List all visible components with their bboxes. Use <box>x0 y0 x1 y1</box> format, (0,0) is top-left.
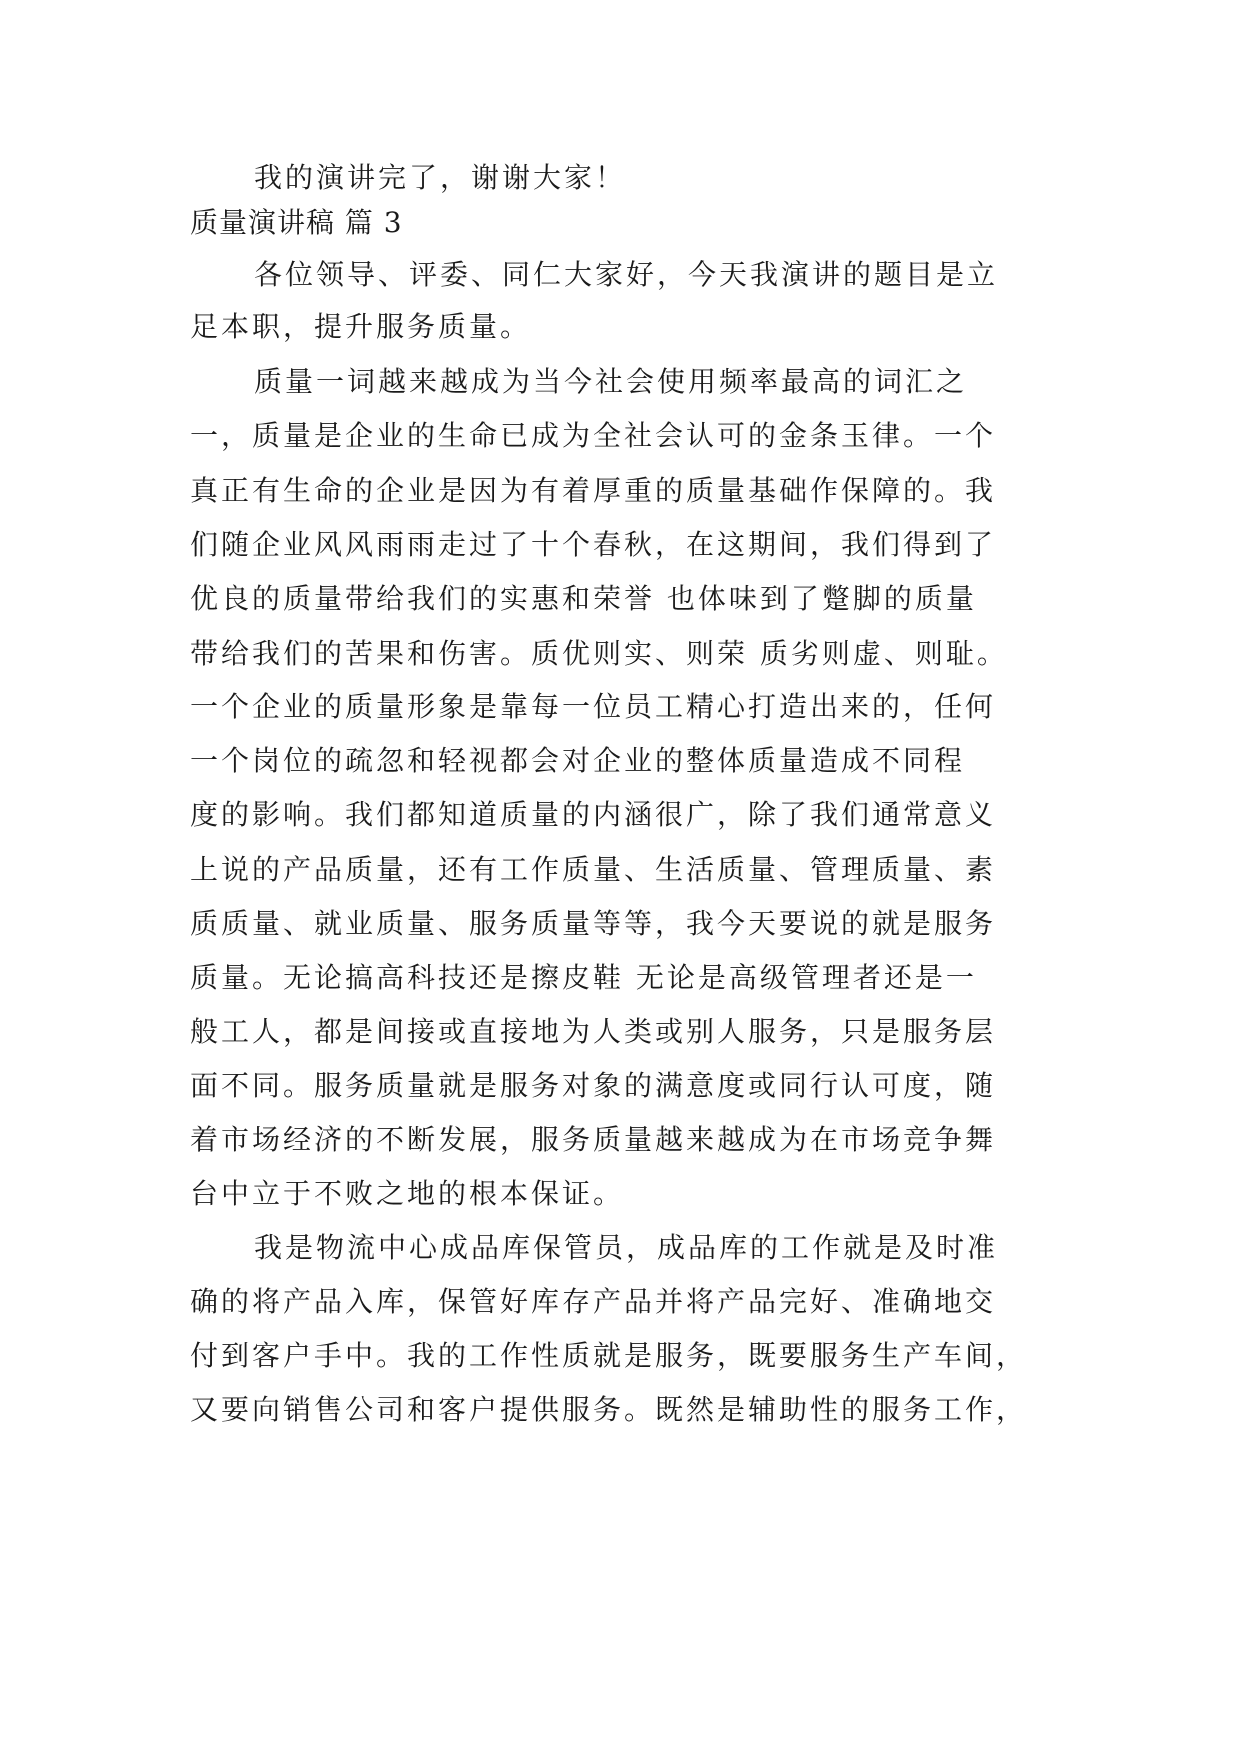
paragraph-2-line-15: 着市场经济的不断发展，服务质量越来越成为在市场竞争舞 <box>190 1123 997 1156</box>
paragraph-3-line-3: 付到客户手中。我的工作性质就是服务，既要服务生产车间， <box>190 1339 1028 1372</box>
closing-line: 我的演讲完了，谢谢大家！ <box>254 161 627 194</box>
paragraph-1-line-1: 各位领导、评委、同仁大家好，今天我演讲的题目是立 <box>254 258 999 291</box>
paragraph-2-line-1: 质量一词越来越成为当今社会使用频率最高的词汇之 <box>254 365 968 398</box>
paragraph-2-line-11: 质质量、就业质量、服务质量等等，我今天要说的就是服务 <box>190 907 997 940</box>
paragraph-2-line-6: 带给我们的苦果和伤害。质优则实、则荣 质劣则虚、则耻。 <box>190 637 1008 670</box>
paragraph-3-line-1: 我是物流中心成品库保管员，成品库的工作就是及时准 <box>254 1231 999 1264</box>
paragraph-2-line-3: 真正有生命的企业是因为有着厚重的质量基础作保障的。我 <box>190 474 997 507</box>
paragraph-2-line-13: 般工人，都是间接或直接地为人类或别人服务，只是服务层 <box>190 1015 997 1048</box>
paragraph-2-line-12: 质量。无论搞高科技还是擦皮鞋 无论是高级管理者还是一 <box>190 961 977 994</box>
paragraph-2-line-5: 优良的质量带给我们的实惠和荣誉 也体味到了蹩脚的质量 <box>190 582 977 615</box>
paragraph-2-line-9: 度的影响。我们都知道质量的内涵很广，除了我们通常意义 <box>190 798 997 831</box>
paragraph-2-line-8: 一个岗位的疏忽和轻视都会对企业的整体质量造成不同程 <box>190 744 966 777</box>
paragraph-1-line-2: 足本职，提升服务质量。 <box>190 310 532 343</box>
section-title: 质量演讲稿 篇 3 <box>190 206 403 239</box>
paragraph-2-line-7: 一个企业的质量形象是靠每一位员工精心打造出来的，任何 <box>190 690 997 723</box>
paragraph-2-line-4: 们随企业风风雨雨走过了十个春秋，在这期间，我们得到了 <box>190 528 997 561</box>
paragraph-2-line-14: 面不同。服务质量就是服务对象的满意度或同行认可度，随 <box>190 1069 997 1102</box>
paragraph-3-line-2: 确的将产品入库，保管好库存产品并将产品完好、准确地交 <box>190 1285 997 1318</box>
paragraph-2-line-16: 台中立于不败之地的根本保证。 <box>190 1177 625 1210</box>
paragraph-2-line-10: 上说的产品质量，还有工作质量、生活质量、管理质量、素 <box>190 853 997 886</box>
paragraph-2-line-2: 一，质量是企业的生命已成为全社会认可的金条玉律。一个 <box>190 419 997 452</box>
paragraph-3-line-4: 又要向销售公司和客户提供服务。既然是辅助性的服务工作， <box>190 1393 1028 1426</box>
